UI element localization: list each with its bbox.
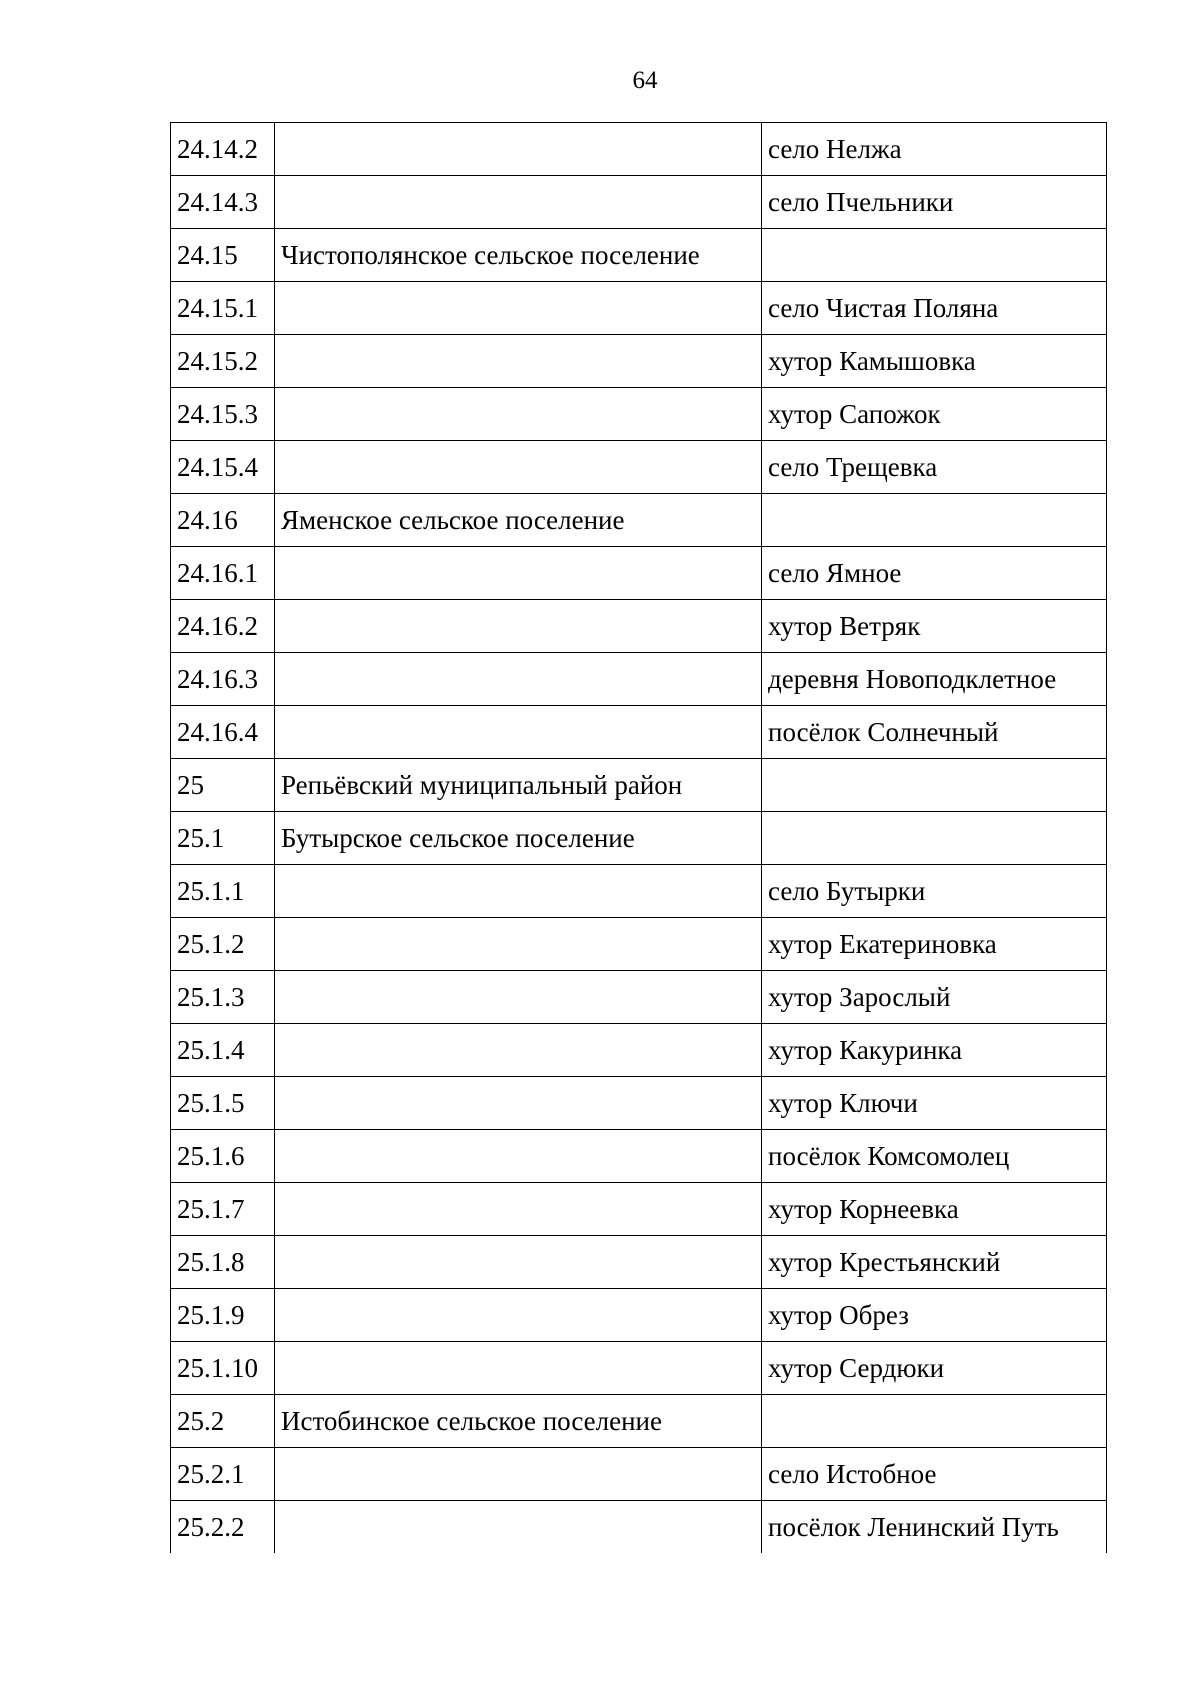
settlement-name-cell [762,1395,1107,1448]
table-row [171,1024,1107,1077]
table-row [171,1236,1107,1289]
row-number-cell: 25.1.1 [171,865,275,918]
municipality-name-cell [275,653,762,706]
row-number-cell: 25.1.7 [171,1183,275,1236]
settlement-name-cell: хутор Какуринка [762,1024,1107,1077]
row-number-cell: 24.15.1 [171,282,275,335]
table-row [171,1448,1107,1501]
table-row [171,918,1107,971]
municipality-name-cell [275,1130,762,1183]
settlement-name-cell: хутор Корнеевка [762,1183,1107,1236]
municipality-name-cell [275,1024,762,1077]
settlement-name-cell: село Чистая Поляна [762,282,1107,335]
municipality-name-cell [275,282,762,335]
row-number-cell: 24.15.3 [171,388,275,441]
row-number-cell: 24.15 [171,229,275,282]
municipality-name-cell [275,1236,762,1289]
settlement-name-cell: деревня Новоподклетное [762,653,1107,706]
row-number-cell: 24.15.4 [171,441,275,494]
settlement-name-cell [762,494,1107,547]
municipality-name-cell [275,1501,762,1554]
settlement-name-cell: хутор Сапожок [762,388,1107,441]
municipality-name-cell: Чистополянское сельское поселение [275,229,762,282]
row-number-cell: 25.2 [171,1395,275,1448]
row-number-cell: 25.2.1 [171,1448,275,1501]
row-number-cell: 25.1.3 [171,971,275,1024]
table-row [171,759,1107,812]
settlement-name-cell: посёлок Ленинский Путь [762,1501,1107,1554]
row-number-cell: 25.1 [171,812,275,865]
municipality-name-cell [275,1342,762,1395]
table-row [171,653,1107,706]
settlement-name-cell: село Бутырки [762,865,1107,918]
table-row [171,229,1107,282]
table-row [171,1501,1107,1554]
settlement-name-cell: хутор Ветряк [762,600,1107,653]
table-row [171,1395,1107,1448]
settlement-name-cell: село Ямное [762,547,1107,600]
row-number-cell: 25 [171,759,275,812]
table-row [171,1289,1107,1342]
table-row [171,1130,1107,1183]
table-row [171,335,1107,388]
row-number-cell: 25.1.6 [171,1130,275,1183]
municipality-name-cell: Яменское сельское поселение [275,494,762,547]
row-number-cell: 24.16.1 [171,547,275,600]
settlement-name-cell: хутор Зарослый [762,971,1107,1024]
settlement-name-cell: хутор Обрез [762,1289,1107,1342]
row-number-cell: 24.16.3 [171,653,275,706]
municipality-name-cell [275,600,762,653]
settlement-name-cell: посёлок Солнечный [762,706,1107,759]
settlement-name-cell [762,812,1107,865]
settlement-name-cell: хутор Сердюки [762,1342,1107,1395]
settlement-name-cell: хутор Екатериновка [762,918,1107,971]
table-row [171,176,1107,229]
table-row [171,123,1107,176]
row-number-cell: 24.16 [171,494,275,547]
municipality-name-cell [275,176,762,229]
settlement-name-cell: село Истобное [762,1448,1107,1501]
table-row [171,706,1107,759]
settlement-name-cell: село Трещевка [762,441,1107,494]
municipality-name-cell [275,918,762,971]
table-row [171,441,1107,494]
settlement-name-cell: хутор Камышовка [762,335,1107,388]
row-number-cell: 25.1.5 [171,1077,275,1130]
row-number-cell: 24.14.2 [171,123,275,176]
table-row [171,1342,1107,1395]
table-row [171,494,1107,547]
municipality-name-cell: Бутырское сельское поселение [275,812,762,865]
table-row [171,865,1107,918]
row-number-cell: 24.16.2 [171,600,275,653]
municipality-name-cell [275,1077,762,1130]
municipality-name-cell [275,865,762,918]
municipality-name-cell [275,1183,762,1236]
table-row [171,1077,1107,1130]
table-row [171,971,1107,1024]
municipality-name-cell [275,123,762,176]
municipality-name-cell: Истобинское сельское поселение [275,1395,762,1448]
settlement-name-cell: хутор Крестьянский [762,1236,1107,1289]
municipality-name-cell [275,335,762,388]
row-number-cell: 25.1.8 [171,1236,275,1289]
row-number-cell: 25.1.9 [171,1289,275,1342]
row-number-cell: 25.1.4 [171,1024,275,1077]
municipality-name-cell [275,971,762,1024]
table-body [171,123,1107,1554]
table-row [171,812,1107,865]
row-number-cell: 24.16.4 [171,706,275,759]
settlement-name-cell: село Нелжа [762,123,1107,176]
municipality-name-cell [275,388,762,441]
row-number-cell: 25.1.10 [171,1342,275,1395]
table-row [171,547,1107,600]
row-number-cell: 24.15.2 [171,335,275,388]
municipality-name-cell [275,1289,762,1342]
settlement-name-cell: посёлок Комсомолец [762,1130,1107,1183]
table-row [171,600,1107,653]
table-row [171,282,1107,335]
municipality-name-cell [275,547,762,600]
table-row [171,388,1107,441]
settlement-name-cell [762,229,1107,282]
municipality-name-cell: Репьёвский муниципальный район [275,759,762,812]
settlement-name-cell: село Пчельники [762,176,1107,229]
municipality-name-cell [275,706,762,759]
table-row [171,1183,1107,1236]
page-number: 64 [632,67,658,94]
municipality-name-cell [275,441,762,494]
row-number-cell: 24.14.3 [171,176,275,229]
settlements-table [170,122,1107,1553]
municipality-name-cell [275,1448,762,1501]
settlement-name-cell [762,759,1107,812]
settlement-name-cell: хутор Ключи [762,1077,1107,1130]
row-number-cell: 25.2.2 [171,1501,275,1554]
row-number-cell: 25.1.2 [171,918,275,971]
